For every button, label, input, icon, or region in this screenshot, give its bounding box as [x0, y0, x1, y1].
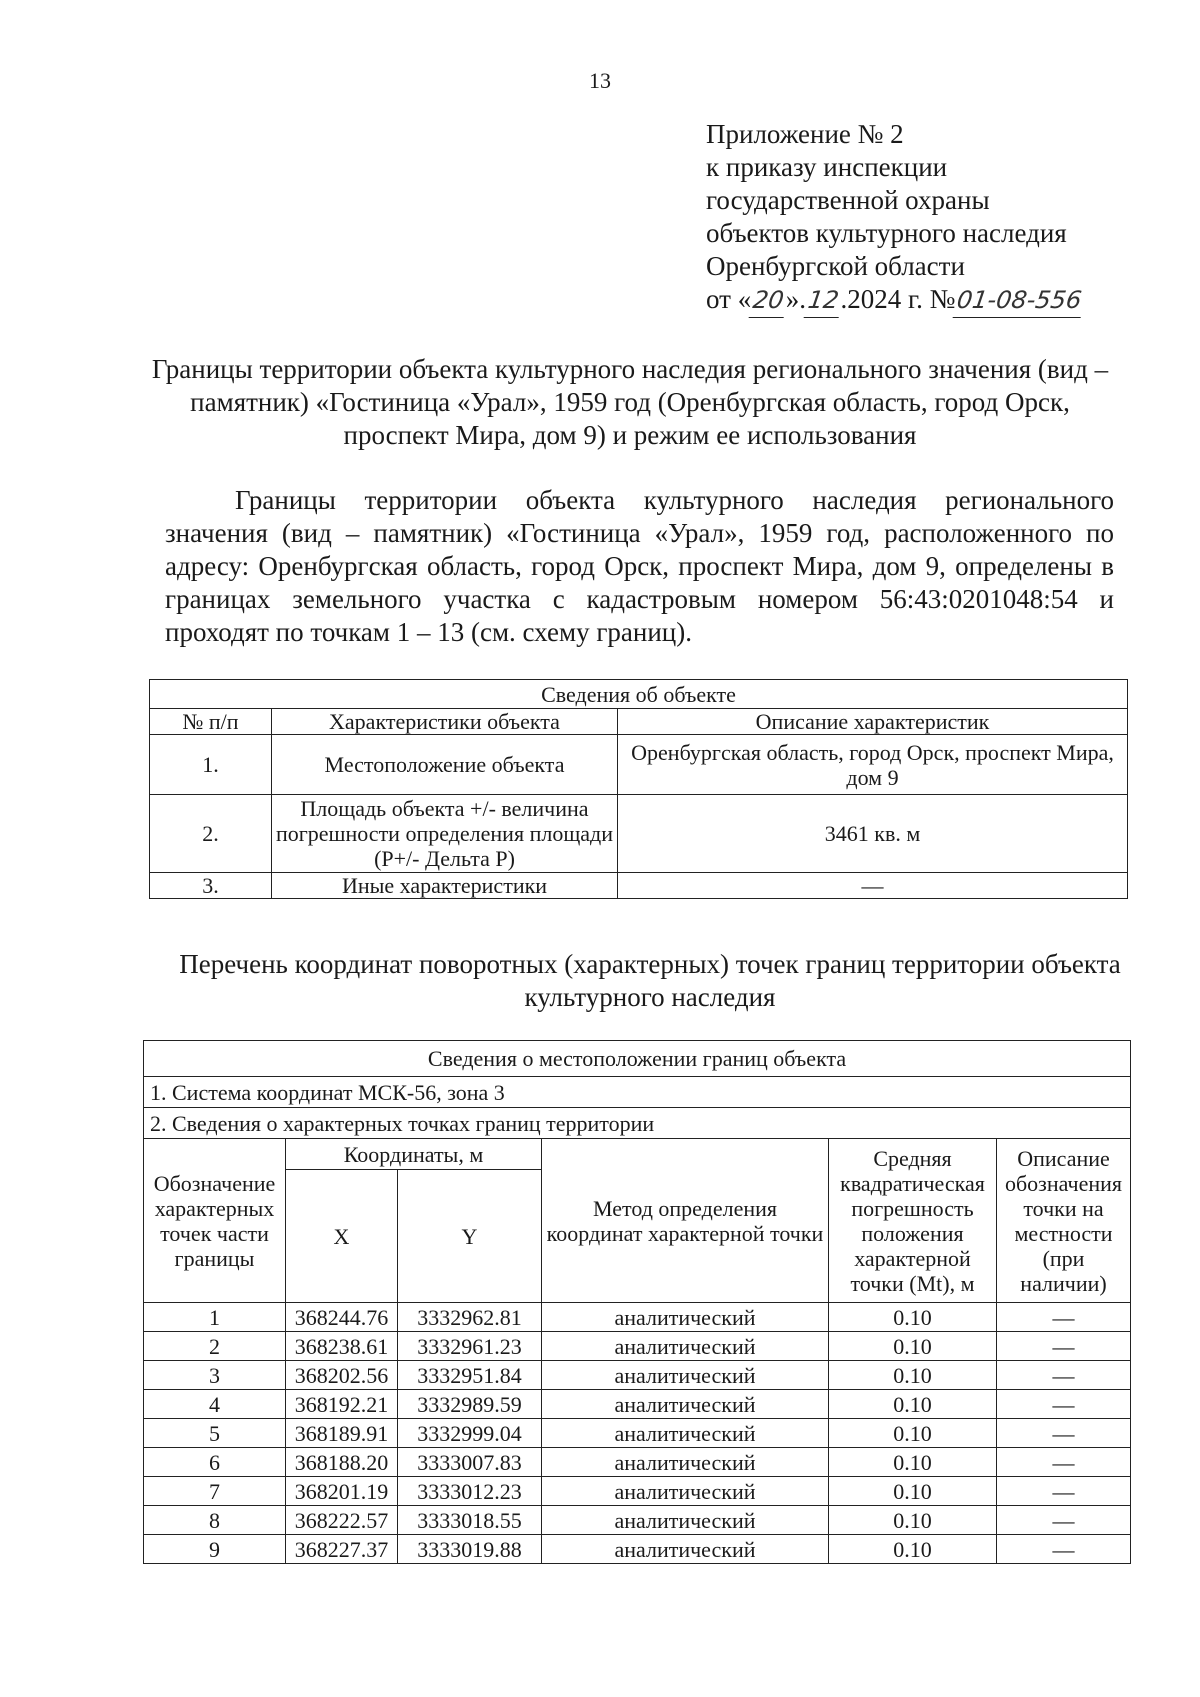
table-row	[144, 1303, 1131, 1332]
table-cell: 368227.37	[286, 1535, 398, 1564]
table-row	[144, 1390, 1131, 1419]
appendix-line: Приложение № 2	[706, 119, 904, 149]
table-cell: 3333019.88	[398, 1535, 542, 1564]
dash-cell: —	[997, 1419, 1131, 1448]
table-cell: Площадь объекта +/- величина погрешности определения площади (Р+/- Дельта Р)	[272, 795, 618, 873]
table-cell: 1	[144, 1303, 286, 1332]
table-cell: 2.	[150, 795, 272, 873]
table-cell: 368238.61	[286, 1332, 398, 1361]
table-cell: 8	[144, 1506, 286, 1535]
dash-cell: —	[997, 1535, 1131, 1564]
table-row	[144, 1361, 1131, 1390]
appendix-line: объектов культурного наследия	[706, 218, 1067, 248]
table-cell: 3332961.23	[398, 1332, 542, 1361]
coordinates-table	[143, 1040, 1131, 1564]
column-header: Метод определения координат характерной точки	[542, 1139, 829, 1303]
table-cell: 2	[144, 1332, 286, 1361]
table-cell: 3332962.81	[398, 1303, 542, 1332]
table-cell: 368189.91	[286, 1419, 398, 1448]
column-header: Характеристики объекта	[272, 709, 618, 735]
table-cell: Иные характеристики	[272, 873, 618, 899]
appendix-line: государственной охраны	[706, 185, 990, 215]
table-cell: аналитический	[542, 1361, 829, 1390]
table-cell: аналитический	[542, 1332, 829, 1361]
coordinate-system: 1. Система координат МСК-56, зона 3	[144, 1077, 1131, 1108]
dash-cell: —	[997, 1361, 1131, 1390]
table-cell: 0.10	[829, 1390, 997, 1419]
table-cell: 0.10	[829, 1332, 997, 1361]
table-row	[150, 735, 1128, 795]
table-cell: аналитический	[542, 1419, 829, 1448]
table-cell: 3333007.83	[398, 1448, 542, 1477]
table-row	[144, 1477, 1131, 1506]
appendix-block	[706, 118, 1084, 318]
coordinates-title: Перечень координат поворотных (характерных) точек границ территории объекта культурного наследия	[179, 949, 1121, 1012]
column-header: № п/п	[150, 709, 272, 735]
table-cell: 5	[144, 1419, 286, 1448]
table-cell: 0.10	[829, 1419, 997, 1448]
dash-cell: —	[997, 1477, 1131, 1506]
table-cell: 368222.57	[286, 1506, 398, 1535]
table-cell: 3332989.59	[398, 1390, 542, 1419]
table-cell: 3332951.84	[398, 1361, 542, 1390]
column-header: Координаты, м	[286, 1139, 542, 1170]
table-cell: 3333012.23	[398, 1477, 542, 1506]
table-cell: 368201.19	[286, 1477, 398, 1506]
table-cell: 0.10	[829, 1477, 997, 1506]
table-cell: 3	[144, 1361, 286, 1390]
table-cell: 0.10	[829, 1303, 997, 1332]
table-cell: 3461 кв. м	[618, 795, 1128, 873]
table-row	[144, 1535, 1131, 1564]
order-date-line	[706, 283, 1084, 318]
table-cell: 1.	[150, 735, 272, 795]
table-row	[144, 1448, 1131, 1477]
column-header: X	[286, 1170, 398, 1303]
table-cell: аналитический	[542, 1535, 829, 1564]
date-prefix: от «	[706, 284, 752, 314]
table-cell: 0.10	[829, 1506, 997, 1535]
handwritten-order-number: 01-08-556	[953, 284, 1086, 318]
table-cell: 6	[144, 1448, 286, 1477]
table-row	[144, 1419, 1131, 1448]
column-header: Описание характеристик	[618, 709, 1128, 735]
appendix-line: Оренбургской области	[706, 251, 965, 281]
table-cell: аналитический	[542, 1390, 829, 1419]
table-cell: 3333018.55	[398, 1506, 542, 1535]
column-header: Обозначение характерных точек части границы	[144, 1139, 286, 1303]
date-year: .2024 г. №	[840, 284, 956, 314]
table-cell: 0.10	[829, 1361, 997, 1390]
table-cell: 4	[144, 1390, 286, 1419]
table-cell: 0.10	[829, 1535, 997, 1564]
table-cell: 3332999.04	[398, 1419, 542, 1448]
table-row	[150, 795, 1128, 873]
column-header: Средняя квадратическая погрешность положения характерной точки (Mt), м	[829, 1139, 997, 1303]
body-paragraph: Границы территории объекта культурного наследия регионального значения (вид – памятник) «Гостиница «Урал», 1959 год, расположенного по адресу: Оренбургская область, город Орск, проспект Мира, дом 9, определены в границах земельного участка с кадастровым номером 56:43:0201048:54 и проходят по точкам 1 – 13 (см. схему границ).	[165, 485, 1114, 647]
handwritten-day: 20	[749, 284, 788, 318]
table-cell: 368244.76	[286, 1303, 398, 1332]
column-header: Y	[398, 1170, 542, 1303]
handwritten-month: 12	[804, 284, 843, 318]
table-cell: —	[618, 873, 1128, 899]
column-header: Описание обозначения точки на местности (при наличии)	[997, 1139, 1131, 1303]
table-cell: 3.	[150, 873, 272, 899]
table-caption: Сведения об объекте	[150, 680, 1128, 709]
table-cell: Оренбургская область, город Орск, проспект Мира, дом 9	[618, 735, 1128, 795]
table-row	[144, 1506, 1131, 1535]
table-cell: 368192.21	[286, 1390, 398, 1419]
dash-cell: —	[997, 1448, 1131, 1477]
dash-cell: —	[997, 1303, 1131, 1332]
document-title: Границы территории объекта культурного наследия регионального значения (вид – памятник) «Гостиница «Урал», 1959 год (Оренбургская область, город Орск, проспект Мира, дом 9) и режим ее использования	[151, 354, 1109, 450]
table-cell: 368188.20	[286, 1448, 398, 1477]
table-cell: аналитический	[542, 1448, 829, 1477]
table-cell: 7	[144, 1477, 286, 1506]
dash-cell: —	[997, 1332, 1131, 1361]
appendix-line: к приказу инспекции	[706, 152, 948, 182]
table-cell: 9	[144, 1535, 286, 1564]
points-caption: 2. Сведения о характерных точках границ территории	[144, 1108, 1131, 1139]
table-cell: Местоположение объекта	[272, 735, 618, 795]
object-info-table	[149, 679, 1128, 899]
table-row	[150, 873, 1128, 899]
page-number: 13	[589, 68, 611, 93]
table-cell: аналитический	[542, 1303, 829, 1332]
dash-cell: —	[997, 1506, 1131, 1535]
table-cell: аналитический	[542, 1477, 829, 1506]
table-caption: Сведения о местоположении границ объекта	[144, 1041, 1131, 1077]
table-row	[144, 1332, 1131, 1361]
table-cell: аналитический	[542, 1506, 829, 1535]
table-cell: 0.10	[829, 1448, 997, 1477]
table-cell: 368202.56	[286, 1361, 398, 1390]
date-mid: ».	[785, 284, 806, 314]
dash-cell: —	[997, 1390, 1131, 1419]
